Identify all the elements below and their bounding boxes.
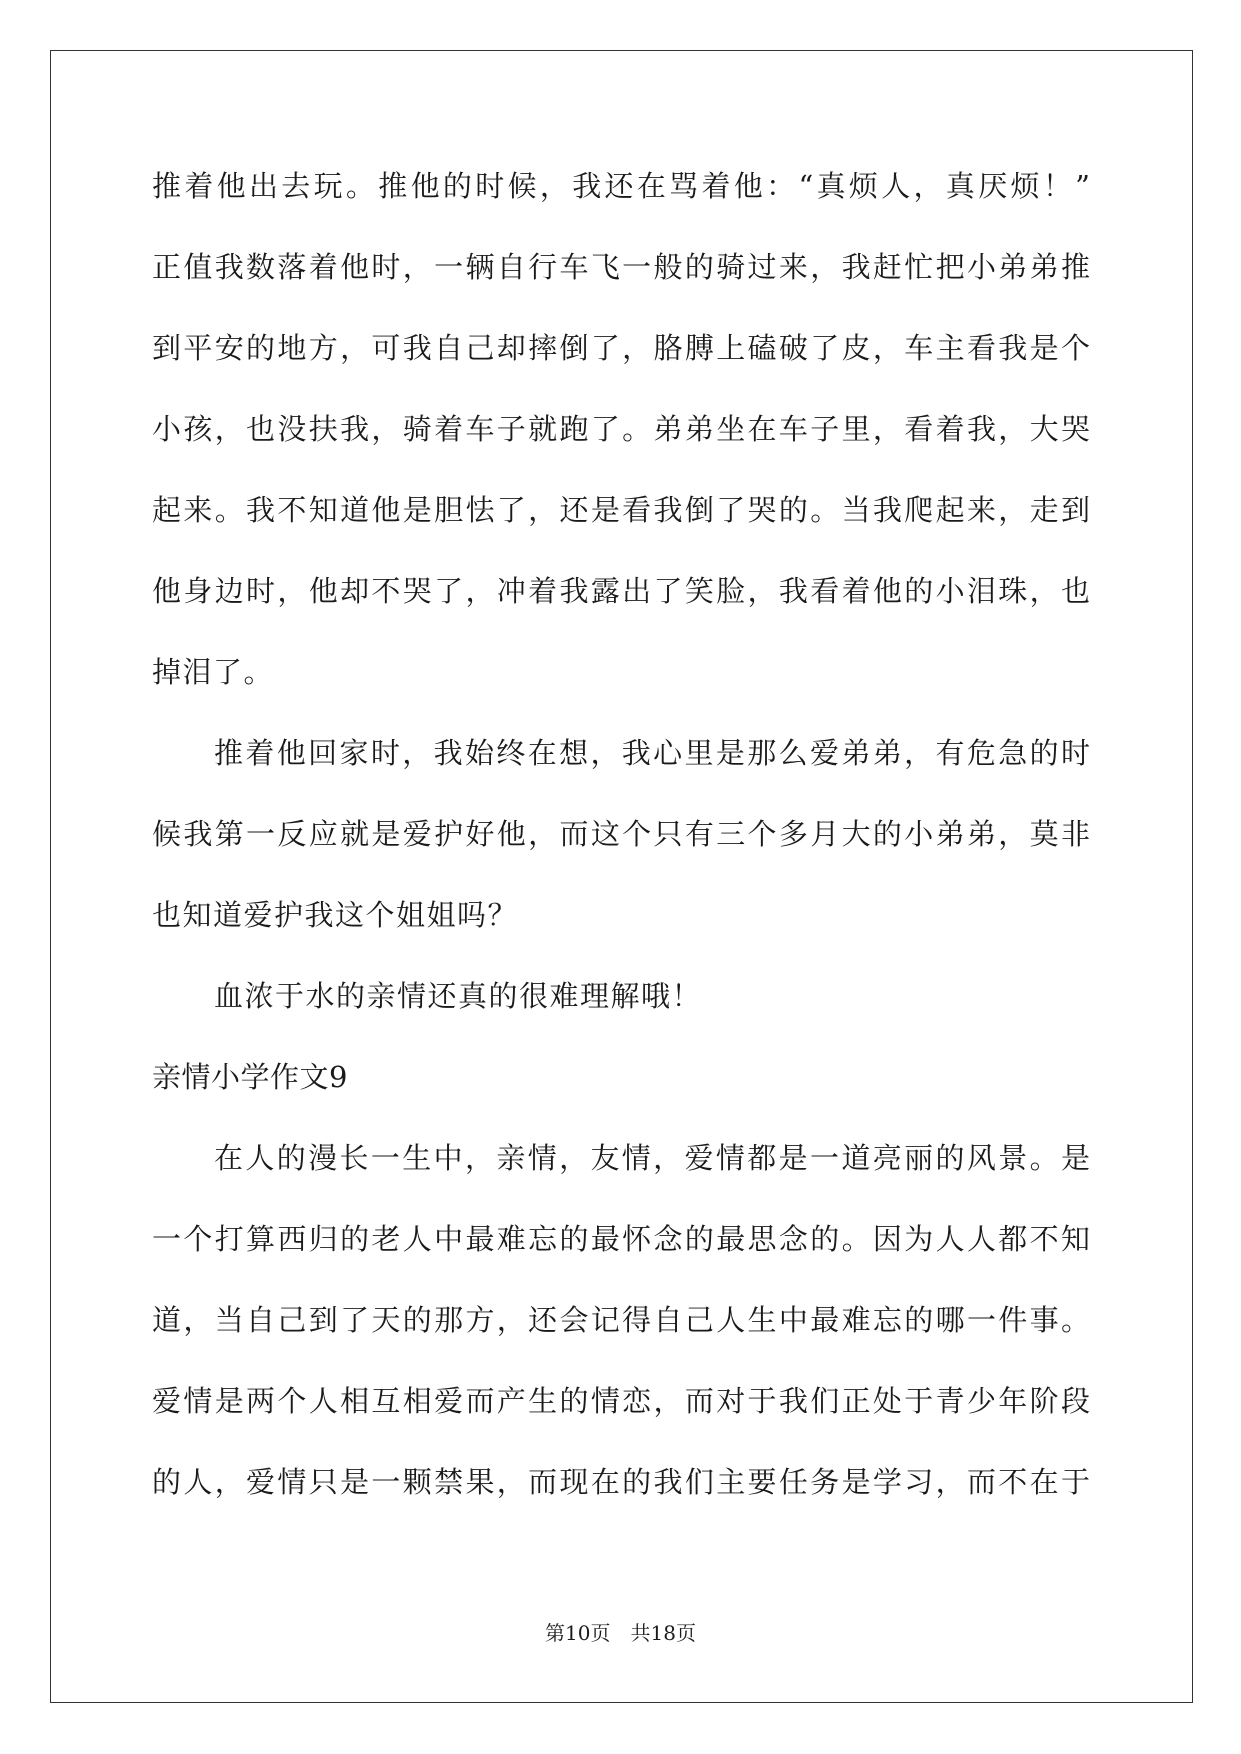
text-line: 推着他回家时，我始终在想，我心里是那么爱弟弟，有危急的时 bbox=[214, 736, 1090, 770]
text-line: 掉泪了。 bbox=[152, 655, 275, 689]
text-line: 在人的漫长一生中，亲情，友情，爱情都是一道亮丽的风景。是 bbox=[214, 1141, 1090, 1175]
page-footer bbox=[0, 1618, 1241, 1648]
text-line: 的人，爱情只是一颗禁果，而现在的我们主要任务是学习，而不在于 bbox=[152, 1465, 1090, 1499]
section-heading: 亲情小学作文9 bbox=[152, 1060, 348, 1094]
text-line: 一个打算西归的老人中最难忘的最怀念的最思念的。因为人人都不知 bbox=[152, 1222, 1090, 1256]
text-line: 起来。我不知道他是胆怯了，还是看我倒了哭的。当我爬起来，走到 bbox=[152, 493, 1090, 527]
text-line: 他身边时，他却不哭了，冲着我露出了笑脸，我看着他的小泪珠，也 bbox=[152, 574, 1090, 608]
text-line: 爱情是两个人相互相爱而产生的情恋，而对于我们正处于青少年阶段 bbox=[152, 1384, 1090, 1418]
text-line: 也知道爱护我这个姐姐吗？ bbox=[152, 898, 519, 932]
text-line: 推着他出去玩。推他的时候，我还在骂着他：“真烦人，真厌烦！” bbox=[152, 169, 1090, 203]
text-line: 到平安的地方，可我自己却摔倒了，胳膊上磕破了皮，车主看我是个 bbox=[152, 331, 1090, 365]
document-body bbox=[152, 161, 1090, 1538]
page-number: 第10页 共18页 bbox=[545, 1621, 696, 1645]
text-line: 正值我数落着他时，一辆自行车飞一般的骑过来，我赶忙把小弟弟推 bbox=[152, 250, 1090, 284]
text-line: 道，当自己到了天的那方，还会记得自己人生中最难忘的哪一件事。 bbox=[152, 1303, 1090, 1337]
text-line: 小孩，也没扶我，骑着车子就跑了。弟弟坐在车子里，看着我，大哭 bbox=[152, 412, 1090, 446]
text-line: 候我第一反应就是爱护好他，而这个只有三个多月大的小弟弟，莫非 bbox=[152, 817, 1090, 851]
text-line: 血浓于水的亲情还真的很难理解哦！ bbox=[214, 979, 703, 1013]
